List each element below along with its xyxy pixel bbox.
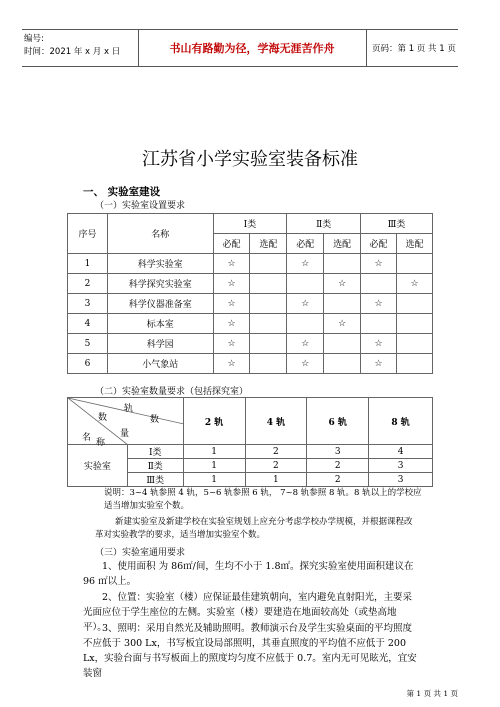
config-mark	[397, 354, 433, 374]
count-value: 1	[245, 473, 307, 487]
config-mark	[397, 314, 433, 334]
config-mark	[287, 314, 324, 334]
col-header-track: 8 轨	[369, 398, 433, 445]
count-value: 1	[183, 473, 245, 487]
header-motto: 书山有路勤为径，学海无涯苦作舟	[138, 30, 367, 66]
config-mark: ☆	[324, 314, 361, 334]
col-header-optional: 选配	[250, 234, 287, 254]
row-group-label: 实验室	[68, 445, 128, 487]
diag-label: 量	[120, 429, 130, 439]
table-row	[68, 314, 433, 334]
code-label: 编号:	[24, 34, 44, 44]
diag-label: 名	[82, 433, 92, 443]
lab-quantity-table	[67, 397, 433, 487]
config-mark	[361, 314, 397, 334]
config-mark: ☆	[361, 254, 397, 274]
note-1b: 适当增加实验室个数。	[104, 501, 190, 511]
row-number: 3	[68, 294, 108, 314]
config-mark: ☆	[324, 274, 361, 294]
subheading-1: （一）实验室设置要求	[95, 201, 186, 211]
diagonal-header-cell	[68, 398, 184, 448]
header-meta	[22, 30, 139, 66]
count-value: 1	[183, 445, 245, 459]
config-mark	[287, 274, 324, 294]
col-header-track: 4 轨	[245, 398, 307, 445]
col-header-optional: 选配	[397, 234, 433, 254]
note-2a: 新建实验室及新建学校在实验室规划上应充分考虑学校办学规模，并根据课程改	[115, 517, 413, 527]
count-value: 2	[307, 473, 369, 487]
config-mark: ☆	[361, 294, 397, 314]
config-mark: ☆	[287, 254, 324, 274]
config-mark: ☆	[287, 334, 324, 354]
config-mark: ☆	[213, 354, 250, 374]
config-mark	[250, 254, 287, 274]
config-mark: ☆	[361, 354, 397, 374]
col-header-no: 序号	[68, 214, 108, 254]
count-value: 1	[183, 459, 245, 473]
table-row	[68, 294, 433, 314]
config-mark	[397, 334, 433, 354]
row-number: 5	[68, 334, 108, 354]
paragraph-location: 2、位置：实验室（楼）应保证最佳建筑朝向，室内避免直射阳光，主要采光面应位于学生座位的左侧。实验室（楼）要建造在地面较高处（或垫高地平）。	[83, 592, 413, 633]
config-mark: ☆	[213, 334, 250, 354]
count-value: 3	[369, 473, 433, 487]
header-page: 页码：第 1 页 共 1 页	[372, 44, 456, 54]
room-name: 科学实验室	[107, 254, 213, 274]
class-label: Ⅰ类	[127, 445, 183, 459]
row-number: 4	[68, 314, 108, 334]
table-row	[68, 445, 433, 459]
diag-label: 数	[150, 415, 160, 425]
col-header-required: 必配	[287, 234, 324, 254]
config-mark	[250, 294, 287, 314]
col-header-track: 6 轨	[307, 398, 369, 445]
config-mark	[250, 334, 287, 354]
paragraph-lighting: 3、照明：采用自然光及辅助照明。教师演示台及学生实验桌面的平均照度不应低于 300 Lx，书写板宜设局部照明，其垂直照度的平均值不应低于 200 Lx，实验台面与书写板面上的照度均匀度不应低于 0.7。室内无可见眩光，宜安装窗	[83, 623, 417, 679]
subheading-3: （三）实验室通用要求	[95, 548, 186, 558]
count-value: 3	[307, 445, 369, 459]
count-value: 3	[369, 459, 433, 473]
class-label: Ⅲ类	[127, 473, 183, 487]
col-header-track: 2 轨	[183, 398, 245, 445]
col-header-class1: Ⅰ类	[213, 214, 287, 234]
config-mark: ☆	[213, 274, 250, 294]
count-value: 2	[245, 459, 307, 473]
count-value: 2	[245, 445, 307, 459]
paragraph-area: 1、使用面积 为 86㎡/间，生均不小于 1.8㎡。探究实验室使用面积建议在 96 ㎡以上。	[83, 561, 414, 587]
config-mark	[397, 254, 433, 274]
table-row	[68, 354, 433, 374]
config-mark	[361, 274, 397, 294]
room-name: 标本室	[107, 314, 213, 334]
config-mark	[397, 294, 433, 314]
room-name: 科学园	[107, 334, 213, 354]
section-heading: 一、 实验室建设	[83, 186, 161, 198]
config-mark: ☆	[213, 314, 250, 334]
diag-label: 称	[96, 438, 106, 448]
config-mark	[324, 354, 361, 374]
config-mark	[324, 294, 361, 314]
config-mark: ☆	[397, 274, 433, 294]
row-number: 2	[68, 274, 108, 294]
config-mark: ☆	[287, 354, 324, 374]
note-2b: 革对实验教学的要求，适当增加实验室个数。	[95, 530, 266, 540]
row-number: 6	[68, 354, 108, 374]
config-mark	[250, 274, 287, 294]
table-row	[68, 274, 433, 294]
note-1a: 说明：3~4 轨参照 4 轨，5~6 轨参照 6 轨， 7~8 轨参照 8 轨。8 轨以上的学校应	[104, 488, 422, 498]
config-mark: ☆	[213, 254, 250, 274]
col-header-name: 名称	[107, 214, 213, 254]
page-number: 第 1 页 共 1 页	[406, 689, 458, 698]
col-header-class3: Ⅲ类	[361, 214, 433, 234]
col-header-optional: 选配	[324, 234, 361, 254]
config-mark: ☆	[361, 334, 397, 354]
document-title: 江苏省小学实验室装备标准	[142, 149, 358, 170]
table-row	[68, 334, 433, 354]
config-mark	[250, 314, 287, 334]
config-mark: ☆	[213, 294, 250, 314]
col-header-required: 必配	[213, 234, 250, 254]
page-header	[22, 29, 458, 67]
config-mark	[324, 334, 361, 354]
config-mark: ☆	[287, 294, 324, 314]
diag-label: 数	[98, 413, 108, 423]
room-name: 小气象站	[107, 354, 213, 374]
table-row	[68, 254, 433, 274]
diag-label: 轨	[124, 404, 134, 414]
col-header-required: 必配	[361, 234, 397, 254]
col-header-class2: Ⅱ类	[287, 214, 361, 234]
subheading-2: （二）实验室数量要求（包括探究室）	[95, 387, 249, 397]
lab-setup-table	[67, 213, 433, 374]
room-name: 科学探究实验室	[107, 274, 213, 294]
count-value: 2	[307, 459, 369, 473]
class-label: Ⅱ类	[127, 459, 183, 473]
count-value: 4	[369, 445, 433, 459]
time-label: 时间：2021 年 x 月 x 日	[24, 47, 121, 57]
config-mark	[250, 354, 287, 374]
row-number: 1	[68, 254, 108, 274]
config-mark	[324, 254, 361, 274]
room-name: 科学仪器准备室	[107, 294, 213, 314]
